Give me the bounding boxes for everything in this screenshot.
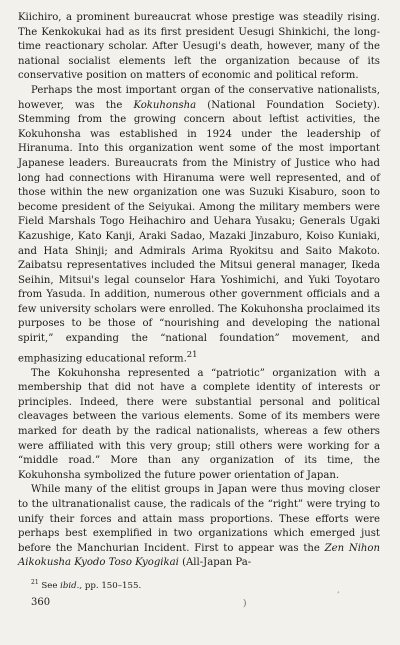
paragraph-1-text: Kiichiro, a prominent bureaucrat whose prestige was steadily rising. The Kenkokukai had as its first president Uesugi Shinkichi, the long-time reactionary scholar. After Uesugi's death, however, many of the national socialist elements left the organization because of its conservative position on matters of economic and political reform.	[18, 12, 380, 82]
paragraph-2-text-end: (National Foundation Society). Stemming from the growing concern about leftist activities, the Kokuhonsha was established in 1924 under the leadership of Hiranuma. Into this organization went some of the most important Japanese leaders. Bureaucrats from the Ministry of Justice who had long had connections with Hiranuma were well represented, and of those within the new organization one was Suzuki Kisaburo, soon to become president of the Seiyukai. Among the military members were Field Marshals Togo Heihachiro and Uehara Yusaku; Generals Ugaki Kazushige, Kato Kanji, Araki Sadao, Mazaki Jinzaburo, Koiso Kuniaki, and Hata Shinji; and Admirals Arima Ryokitsu and Saito Makoto. Zaibatsu representatives included the Mitsui general manager, Ikeda Seihin, Mitsui's legal counselor Hara Yoshimichi, and Yuki Toyotaro from Yasuda. In addition, numerous other government officials and a few university scholars were enrolled. The Kokuhonsha proclaimed its purposes to be those of “nourishing and developing the national spirit,” expanding the “national foundation” movement, and emphasizing educational reform.	[18, 99, 380, 365]
organization-name: Zen Nihon Aikokusha Kyodo Toso Kyogikai	[18, 542, 380, 569]
footnote-text-end: pp. 150–155.	[82, 580, 142, 591]
paragraph-4	[18, 483, 380, 571]
paragraph-3-text: The Kokuhonsha represented a “patriotic” organization with a membership that did not have a complete identity of interests or principles. Indeed, there were substantial personal and political cleavages between the various elements. Some of its members were marked for death by the radical nationalists, whereas a few others were affiliated with this very group; still others were working for a “middle road.” More than any organization of its time, the Kokuhonsha symbolized the future power orientation of Japan.	[18, 367, 380, 481]
footnote	[31, 577, 371, 592]
footnote-ibid: ibid.,	[60, 580, 83, 591]
paragraph-2-text-start: Perhaps the most important organ of the conservative nationalists, however, was the	[18, 84, 380, 111]
body-text	[18, 11, 380, 571]
paragraph-4-text-end: (All-Japan Pa-	[178, 557, 252, 569]
paragraph-4-text-start: While many of the elitist groups in Japan were thus moving closer to the ultranationalist cause, the radicals of the “right” were trying to unify their forces and attain mass proportions. These efforts were perhaps best exemplified in two organizations which emerged just before the Manchurian Incident. First to appear was the	[18, 484, 380, 554]
kokuhonsha-term: Kokuhonsha	[133, 99, 197, 111]
footnote-ref-21: 21	[186, 348, 198, 359]
footnote-text-start: See	[38, 580, 61, 591]
paragraph-1	[18, 11, 380, 84]
page-number: 360	[31, 597, 51, 608]
paragraph-3	[18, 367, 380, 484]
scan-mark: )	[243, 599, 247, 609]
scan-mark: ’	[337, 591, 340, 599]
paragraph-2	[18, 84, 380, 367]
footnote-number: 21	[31, 579, 39, 586]
